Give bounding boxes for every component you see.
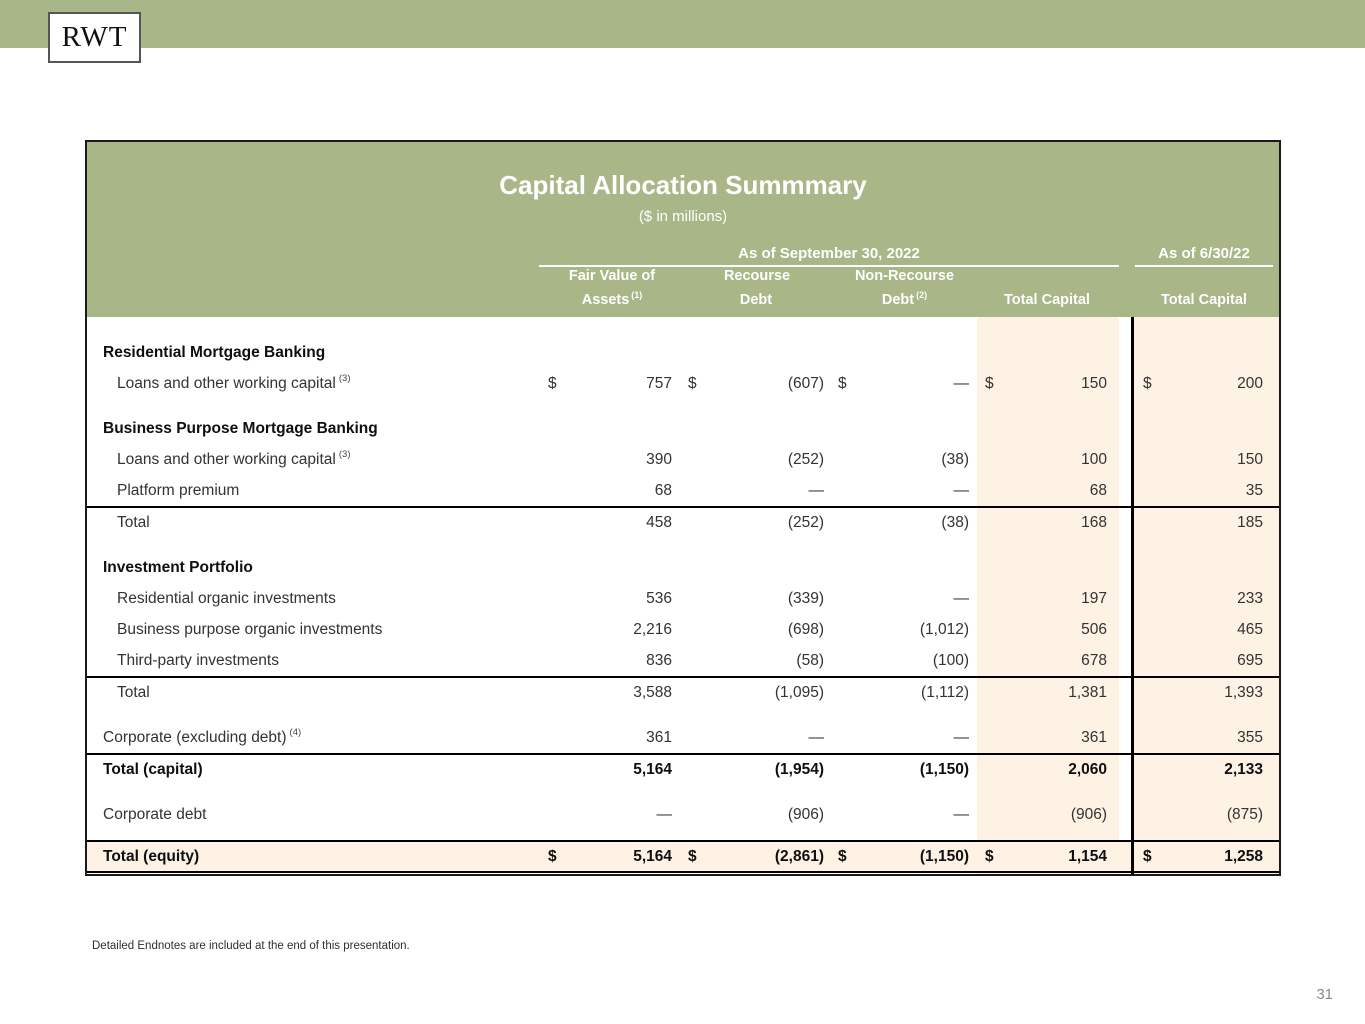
cell-value: 1,393 bbox=[1224, 684, 1263, 701]
cell-value: $ 1,154 bbox=[985, 847, 1107, 865]
column-group-june-2022: As of 6/30/22 bbox=[1135, 245, 1273, 267]
table-row bbox=[87, 506, 1279, 538]
cell-value: (1,095) bbox=[774, 684, 824, 701]
table-row bbox=[87, 552, 1279, 583]
dollar-sign: $ bbox=[838, 847, 847, 865]
dollar-sign: $ bbox=[985, 847, 994, 865]
cell-value: (38) bbox=[941, 514, 969, 531]
cell-value: (875) bbox=[1226, 805, 1263, 823]
cell-value: 68 bbox=[1089, 481, 1107, 499]
table-row bbox=[87, 645, 1279, 676]
table-row bbox=[87, 614, 1279, 645]
row-label: Corporate (excluding debt) $^{(4)}$ bbox=[103, 726, 302, 747]
cell-value: 836 bbox=[646, 651, 672, 669]
dollar-sign: $ bbox=[688, 374, 697, 392]
cell-value: 2,133 bbox=[1224, 761, 1263, 778]
dollar-sign: $ bbox=[548, 374, 557, 392]
cell-value: $ 1,258 bbox=[1143, 847, 1263, 865]
cell-value: (38) bbox=[941, 450, 969, 468]
cell-value: (906) bbox=[787, 805, 824, 823]
cell-value: 5,164 bbox=[633, 761, 672, 778]
table-spacer-row bbox=[87, 785, 1279, 799]
page-number: 31 bbox=[1316, 986, 1333, 1003]
cell-value: $ 757 bbox=[548, 374, 672, 392]
cell-value: 168 bbox=[1081, 514, 1107, 531]
cell-value: (1,112) bbox=[921, 684, 969, 701]
cell-value: 2,060 bbox=[1068, 761, 1107, 778]
cell-value: $ 200 bbox=[1143, 374, 1263, 392]
cell-value: 150 bbox=[1237, 450, 1263, 468]
row-label: Residential organic investments bbox=[117, 589, 336, 607]
table-header bbox=[87, 142, 1279, 317]
table-row bbox=[87, 337, 1279, 368]
cell-value: (698) bbox=[787, 620, 824, 638]
column-header-total-capital-sep: Total Capital bbox=[1004, 292, 1090, 308]
row-label: Total (equity) bbox=[103, 847, 200, 865]
cell-value: — bbox=[808, 728, 824, 746]
cell-value: 185 bbox=[1237, 514, 1263, 531]
cell-value: — bbox=[953, 805, 969, 823]
dollar-sign: $ bbox=[548, 847, 557, 865]
column-header-total-capital-jun: Total Capital bbox=[1161, 292, 1247, 308]
cell-value: — bbox=[953, 589, 969, 607]
cell-value: 2,216 bbox=[633, 620, 672, 638]
cell-value: 3,588 bbox=[633, 684, 672, 701]
table-title: Capital Allocation Summmary bbox=[499, 170, 867, 200]
dollar-sign: $ bbox=[1143, 374, 1152, 392]
column-header-fair-value-of-assets: Fair Value of Assets $^{(1)}$ bbox=[568, 268, 656, 308]
cell-value: $ (1,150) bbox=[838, 847, 969, 865]
cell-value: $ (2,861) bbox=[688, 847, 824, 865]
cell-value: — bbox=[656, 805, 672, 823]
cell-value: 35 bbox=[1245, 481, 1263, 499]
cell-value: 465 bbox=[1237, 620, 1263, 638]
cell-value: (252) bbox=[787, 514, 824, 531]
cell-value: $ — bbox=[838, 374, 969, 392]
cell-value: (1,954) bbox=[774, 761, 824, 778]
table-spacer-row bbox=[87, 399, 1279, 413]
table-spacer-row bbox=[87, 708, 1279, 722]
cell-value: 361 bbox=[646, 728, 672, 746]
cell-value: $ (607) bbox=[688, 374, 824, 392]
table-row bbox=[87, 475, 1279, 506]
dollar-sign: $ bbox=[1143, 847, 1152, 865]
cell-value: 355 bbox=[1237, 728, 1263, 746]
row-label: Total bbox=[117, 514, 150, 531]
cell-value: 536 bbox=[646, 589, 672, 607]
capital-allocation-table bbox=[85, 140, 1281, 876]
cell-value: $ 150 bbox=[985, 374, 1107, 392]
table-row bbox=[87, 583, 1279, 614]
cell-value: 68 bbox=[654, 481, 672, 499]
cell-value: — bbox=[953, 481, 969, 499]
dollar-sign: $ bbox=[985, 374, 994, 392]
cell-value: 1,381 bbox=[1068, 684, 1107, 701]
table-subtitle: ($ in millions) bbox=[638, 208, 728, 225]
cell-value: 233 bbox=[1237, 589, 1263, 607]
cell-value: $ 5,164 bbox=[548, 847, 672, 865]
row-label: Loans and other working capital $^{(3)}$ bbox=[117, 448, 351, 469]
cell-value: 678 bbox=[1081, 651, 1107, 669]
cell-value: (339) bbox=[787, 589, 824, 607]
cell-value: (252) bbox=[787, 450, 824, 468]
top-green-bar bbox=[0, 0, 1365, 48]
cell-value: 458 bbox=[646, 514, 672, 531]
dollar-sign: $ bbox=[838, 374, 847, 392]
cell-value: (1,012) bbox=[919, 620, 969, 638]
table-spacer-row bbox=[87, 538, 1279, 552]
row-label: Total (capital) bbox=[103, 761, 203, 778]
column-header-recourse-debt: Recourse Debt bbox=[723, 268, 791, 308]
period-divider-line bbox=[1131, 317, 1134, 874]
row-label: Corporate debt bbox=[103, 805, 207, 823]
cell-value: 695 bbox=[1237, 651, 1263, 669]
cell-value: 390 bbox=[646, 450, 672, 468]
table-body bbox=[87, 317, 1279, 874]
cell-value: 506 bbox=[1081, 620, 1107, 638]
logo-text: RWT bbox=[61, 21, 128, 53]
table-row bbox=[87, 676, 1279, 708]
cell-value: (906) bbox=[1070, 805, 1107, 823]
table-spacer-row bbox=[87, 317, 1279, 337]
column-header-non-recourse-debt: Non-Recourse Debt $^{(2)}$ bbox=[854, 268, 955, 308]
cell-value: (100) bbox=[932, 651, 969, 669]
row-label: Third-party investments bbox=[117, 651, 279, 669]
table-row bbox=[87, 840, 1279, 873]
row-label: Platform premium bbox=[117, 481, 240, 499]
table-row bbox=[87, 753, 1279, 785]
cell-value: — bbox=[953, 728, 969, 746]
table-row bbox=[87, 413, 1279, 444]
footnote: Detailed Endnotes are included at the end of this presentation. bbox=[92, 940, 410, 952]
table-row bbox=[87, 444, 1279, 475]
row-label: Business Purpose Mortgage Banking bbox=[103, 419, 378, 437]
row-label: Total bbox=[117, 684, 150, 701]
column-group-september-2022: As of September 30, 2022 bbox=[539, 245, 1119, 267]
dollar-sign: $ bbox=[688, 847, 697, 865]
cell-value: (1,150) bbox=[919, 761, 969, 778]
table-row bbox=[87, 368, 1279, 399]
table-spacer-row bbox=[87, 830, 1279, 840]
cell-value: 100 bbox=[1081, 450, 1107, 468]
cell-value: — bbox=[808, 481, 824, 499]
table-row bbox=[87, 799, 1279, 830]
company-logo bbox=[48, 12, 141, 63]
cell-value: (58) bbox=[796, 651, 824, 669]
row-label: Residential Mortgage Banking bbox=[103, 343, 326, 361]
cell-value: 197 bbox=[1081, 589, 1107, 607]
row-label: Loans and other working capital $^{(3)}$ bbox=[117, 372, 351, 393]
table-row bbox=[87, 722, 1279, 753]
row-label: Business purpose organic investments bbox=[117, 620, 383, 638]
cell-value: 361 bbox=[1081, 728, 1107, 746]
row-label: Investment Portfolio bbox=[103, 558, 253, 576]
